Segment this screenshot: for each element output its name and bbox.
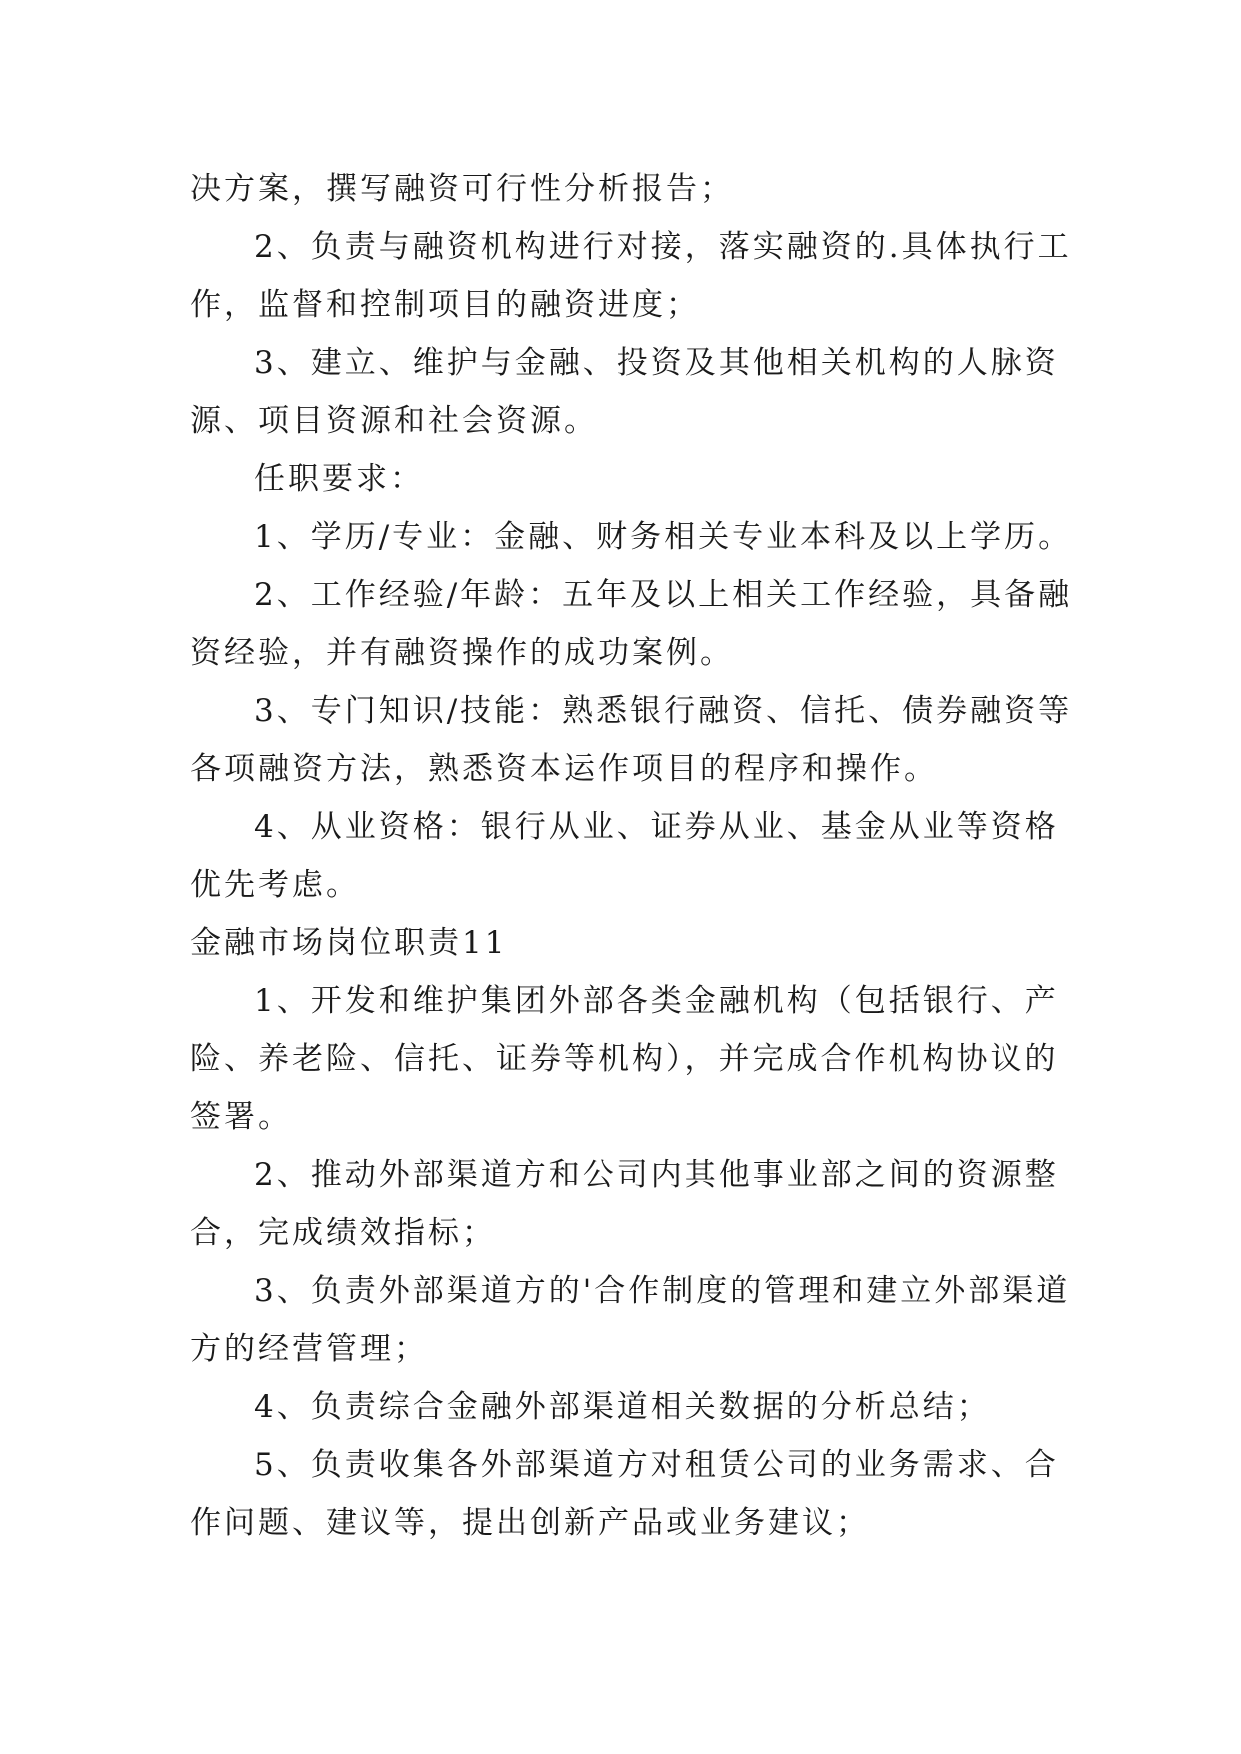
text-line: 决方案，撰写融资可行性分析报告； [190, 171, 734, 207]
text-line: 险、养老险、信托、证券等机构），并完成合作机构协议的 [190, 1041, 1059, 1077]
text-line: 作，监督和控制项目的融资进度； [190, 287, 700, 323]
text-line: 作问题、建议等，提出创新产品或业务建议； [190, 1505, 870, 1541]
text-line: 资经验，并有融资操作的成功案例。 [190, 635, 734, 671]
text-line: 各项融资方法，熟悉资本运作项目的程序和操作。 [190, 751, 938, 787]
text-line: 5、负责收集各外部渠道方对租赁公司的业务需求、合 [254, 1447, 1059, 1483]
text-line: 1、开发和维护集团外部各类金融机构（包括银行、产 [254, 983, 1059, 1019]
text-line: 4、从业资格：银行从业、证券从业、基金从业等资格 [254, 809, 1059, 845]
text-line: 2、负责与融资机构进行对接，落实融资的.具体执行工 [254, 229, 1072, 265]
text-line: 2、推动外部渠道方和公司内其他事业部之间的资源整 [254, 1157, 1059, 1193]
text-line: 3、专门知识/技能：熟悉银行融资、信托、债券融资等 [254, 693, 1073, 729]
text-line: 2、工作经验/年龄：五年及以上相关工作经验，具备融 [254, 577, 1073, 613]
section-label: 任职要求： [254, 461, 424, 497]
text-line: 优先考虑。 [190, 867, 360, 903]
text-line: 签署。 [190, 1099, 292, 1135]
text-line: 3、建立、维护与金融、投资及其他相关机构的人脉资 [254, 345, 1059, 381]
text-line: 方的经营管理； [190, 1331, 428, 1367]
text-line: 3、负责外部渠道方的'合作制度的管理和建立外部渠道 [254, 1273, 1071, 1309]
text-line: 合，完成绩效指标； [190, 1215, 496, 1251]
document-body [190, 160, 1073, 1552]
section-heading: 金融市场岗位职责11 [190, 925, 508, 961]
text-line: 4、负责综合金融外部渠道相关数据的分析总结； [254, 1389, 991, 1425]
text-line: 源、项目资源和社会资源。 [190, 403, 598, 439]
text-line: 1、学历/专业：金融、财务相关专业本科及以上学历。 [254, 519, 1073, 555]
